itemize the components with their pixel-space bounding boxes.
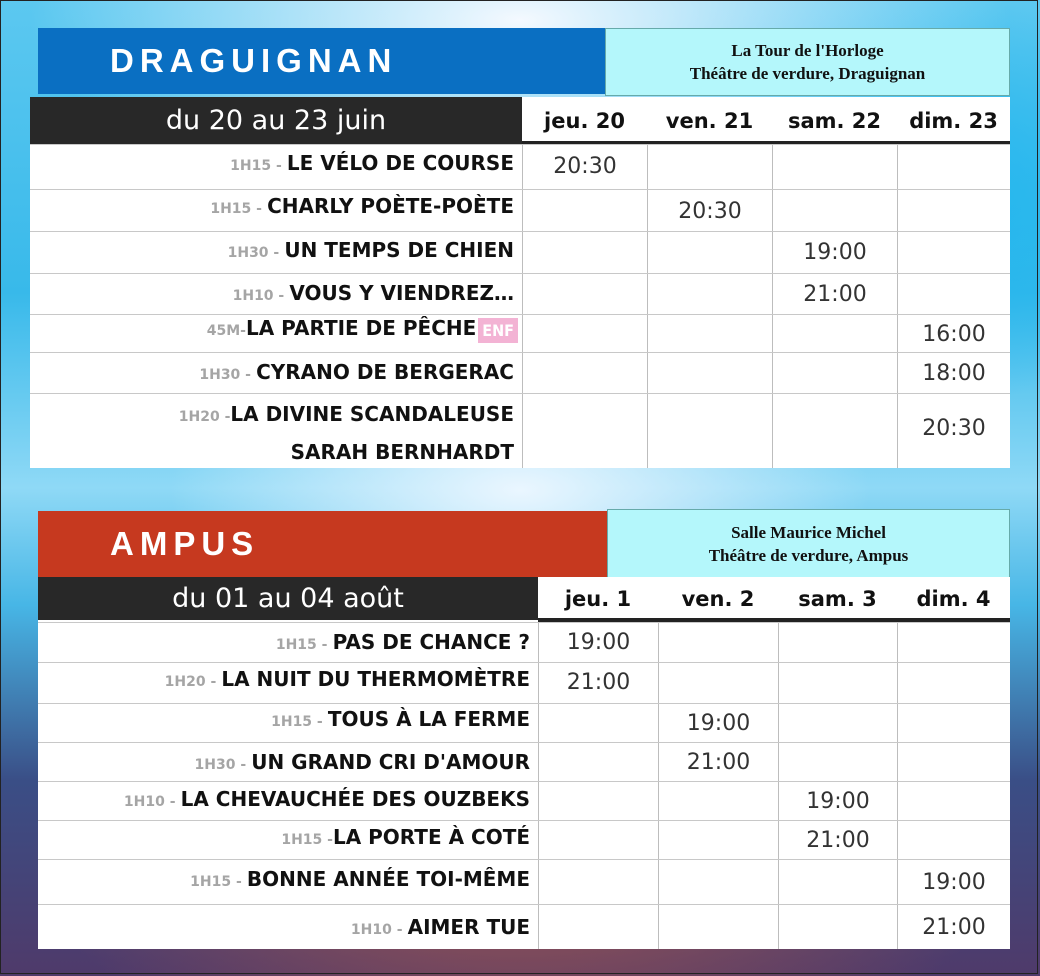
time-cell [897,782,1010,820]
day-header: jeu. 1 [538,587,658,622]
time-cell [897,190,1010,231]
time-cell [522,394,647,468]
time-cell [658,623,778,662]
time-cell: 19:00 [658,704,778,742]
day-header: jeu. 20 [522,109,647,145]
show-title: TOUS À LA FERME [327,707,530,731]
table-row: 1H30 - UN GRAND CRI D'AMOUR 21:00 [38,742,1010,781]
show-title: LA DIVINE SCANDALEUSE [230,402,514,426]
show-title: BONNE ANNÉE TOI-MÊME [246,867,530,891]
time-cell [772,315,897,352]
time-cell [778,905,897,949]
time-cell: 19:00 [538,623,658,662]
schedule-table [38,577,1010,949]
time-cell [538,860,658,904]
time-cell [658,663,778,703]
table-row: 1H15 - LE VÉLO DE COURSE 20:30 [30,144,1010,189]
time-cell [778,623,897,662]
children-badge: ENF [478,318,518,343]
show-title: AIMER TUE [407,915,530,939]
day-header: dim. 23 [897,109,1010,145]
time-cell [647,353,772,393]
time-cell [897,663,1010,703]
table-row: 1H20 - LA NUIT DU THERMOMÈTRE 21:00 [38,662,1010,703]
ampus-banner [38,511,608,577]
time-cell [658,821,778,859]
table-row: 45M-LA PARTIE DE PÊCHE ENF 16:00 [30,314,1010,352]
venue-name: Salle Maurice Michel [731,523,886,542]
time-cell: 21:00 [778,821,897,859]
date-range-text: du 20 au 23 juin [165,105,387,136]
show-title-line2: SARAH BERNHARDT [290,440,514,464]
draguignan-banner [38,28,606,94]
table-row: 1H10 - AIMER TUE 21:00 [38,904,1010,949]
time-cell: 18:00 [897,353,1010,393]
show-title: UN TEMPS DE CHIEN [284,238,514,262]
table-row: 1H20 -LA DIVINE SCANDALEUSE SARAH BERNHARDT 20:30 [30,393,1010,468]
table-row: 1H30 - UN TEMPS DE CHIEN 19:00 [30,231,1010,273]
show-title: LA NUIT DU THERMOMÈTRE [221,667,530,691]
time-cell [647,394,772,468]
show-title: CYRANO DE BERGERAC [256,360,514,384]
time-cell [778,743,897,781]
venue-name: La Tour de l'Horloge [731,41,884,60]
time-cell: 19:00 [772,232,897,273]
time-cell [538,905,658,949]
time-cell [772,190,897,231]
time-cell [772,145,897,189]
time-cell: 19:00 [897,860,1010,904]
venue-place: Théâtre de verdure, Ampus [708,546,909,565]
time-cell [897,821,1010,859]
time-cell [522,190,647,231]
venue-box [605,28,1010,96]
show-title: LA PARTIE DE PÊCHE [245,316,477,340]
time-cell: 21:00 [538,663,658,703]
date-range-text: du 01 au 04 août [172,583,404,614]
table-row: 1H10 - LA CHEVAUCHÉE DES OUZBEKS 19:00 [38,781,1010,820]
date-range [30,97,522,144]
table-row: 1H15 -LA PORTE À COTÉ 21:00 [38,820,1010,859]
venue-box [607,509,1010,579]
schedule-table [30,97,1010,468]
show-title: CHARLY POÈTE-POÈTE [267,194,514,218]
time-cell [658,782,778,820]
day-header: dim. 4 [897,587,1010,622]
time-cell [778,860,897,904]
time-cell: 21:00 [897,905,1010,949]
table-row: 1H30 - CYRANO DE BERGERAC 18:00 [30,352,1010,393]
time-cell [538,743,658,781]
day-header: sam. 3 [778,587,897,622]
city-name: DRAGUIGNAN [110,42,398,79]
time-cell [647,232,772,273]
time-cell: 16:00 [897,315,1010,352]
table-row: 1H15 - BONNE ANNÉE TOI-MÊME 19:00 [38,859,1010,904]
day-header: ven. 21 [647,109,772,145]
time-cell [778,663,897,703]
table-row: 1H15 - PAS DE CHANCE ? 19:00 [38,622,1010,662]
time-cell [778,704,897,742]
time-cell [522,353,647,393]
show-title: LA CHEVAUCHÉE DES OUZBEKS [180,787,530,811]
time-cell: 21:00 [658,743,778,781]
show-title: LA PORTE À COTÉ [332,825,530,849]
time-cell [538,704,658,742]
table-row: 1H15 - TOUS À LA FERME 19:00 [38,703,1010,742]
show-title: PAS DE CHANCE ? [332,630,530,654]
date-range [38,577,538,620]
time-cell [538,821,658,859]
time-cell: 20:30 [522,145,647,189]
time-cell: 20:30 [647,190,772,231]
time-cell [538,782,658,820]
table-row: 1H15 - CHARLY POÈTE-POÈTE 20:30 [30,189,1010,231]
show-title: LE VÉLO DE COURSE [286,151,514,175]
time-cell [897,743,1010,781]
time-cell [522,315,647,352]
time-cell: 21:00 [772,274,897,314]
time-cell: 19:00 [778,782,897,820]
show-title: UN GRAND CRI D'AMOUR [251,750,530,774]
time-cell [897,145,1010,189]
time-cell [897,232,1010,273]
time-cell [522,274,647,314]
time-cell: 20:30 [897,394,1010,468]
time-cell [522,232,647,273]
table-row: 1H10 - VOUS Y VIENDREZ… 21:00 [30,273,1010,314]
city-name: AMPUS [110,525,260,562]
venue-place: Théâtre de verdure, Draguignan [689,64,926,83]
day-header: sam. 22 [772,109,897,145]
time-cell [772,394,897,468]
time-cell [772,353,897,393]
time-cell [658,905,778,949]
show-title: VOUS Y VIENDREZ… [289,281,514,305]
time-cell [897,623,1010,662]
time-cell [658,860,778,904]
time-cell [897,274,1010,314]
time-cell [647,145,772,189]
time-cell [897,704,1010,742]
time-cell [647,315,772,352]
time-cell [647,274,772,314]
day-header: ven. 2 [658,587,778,622]
